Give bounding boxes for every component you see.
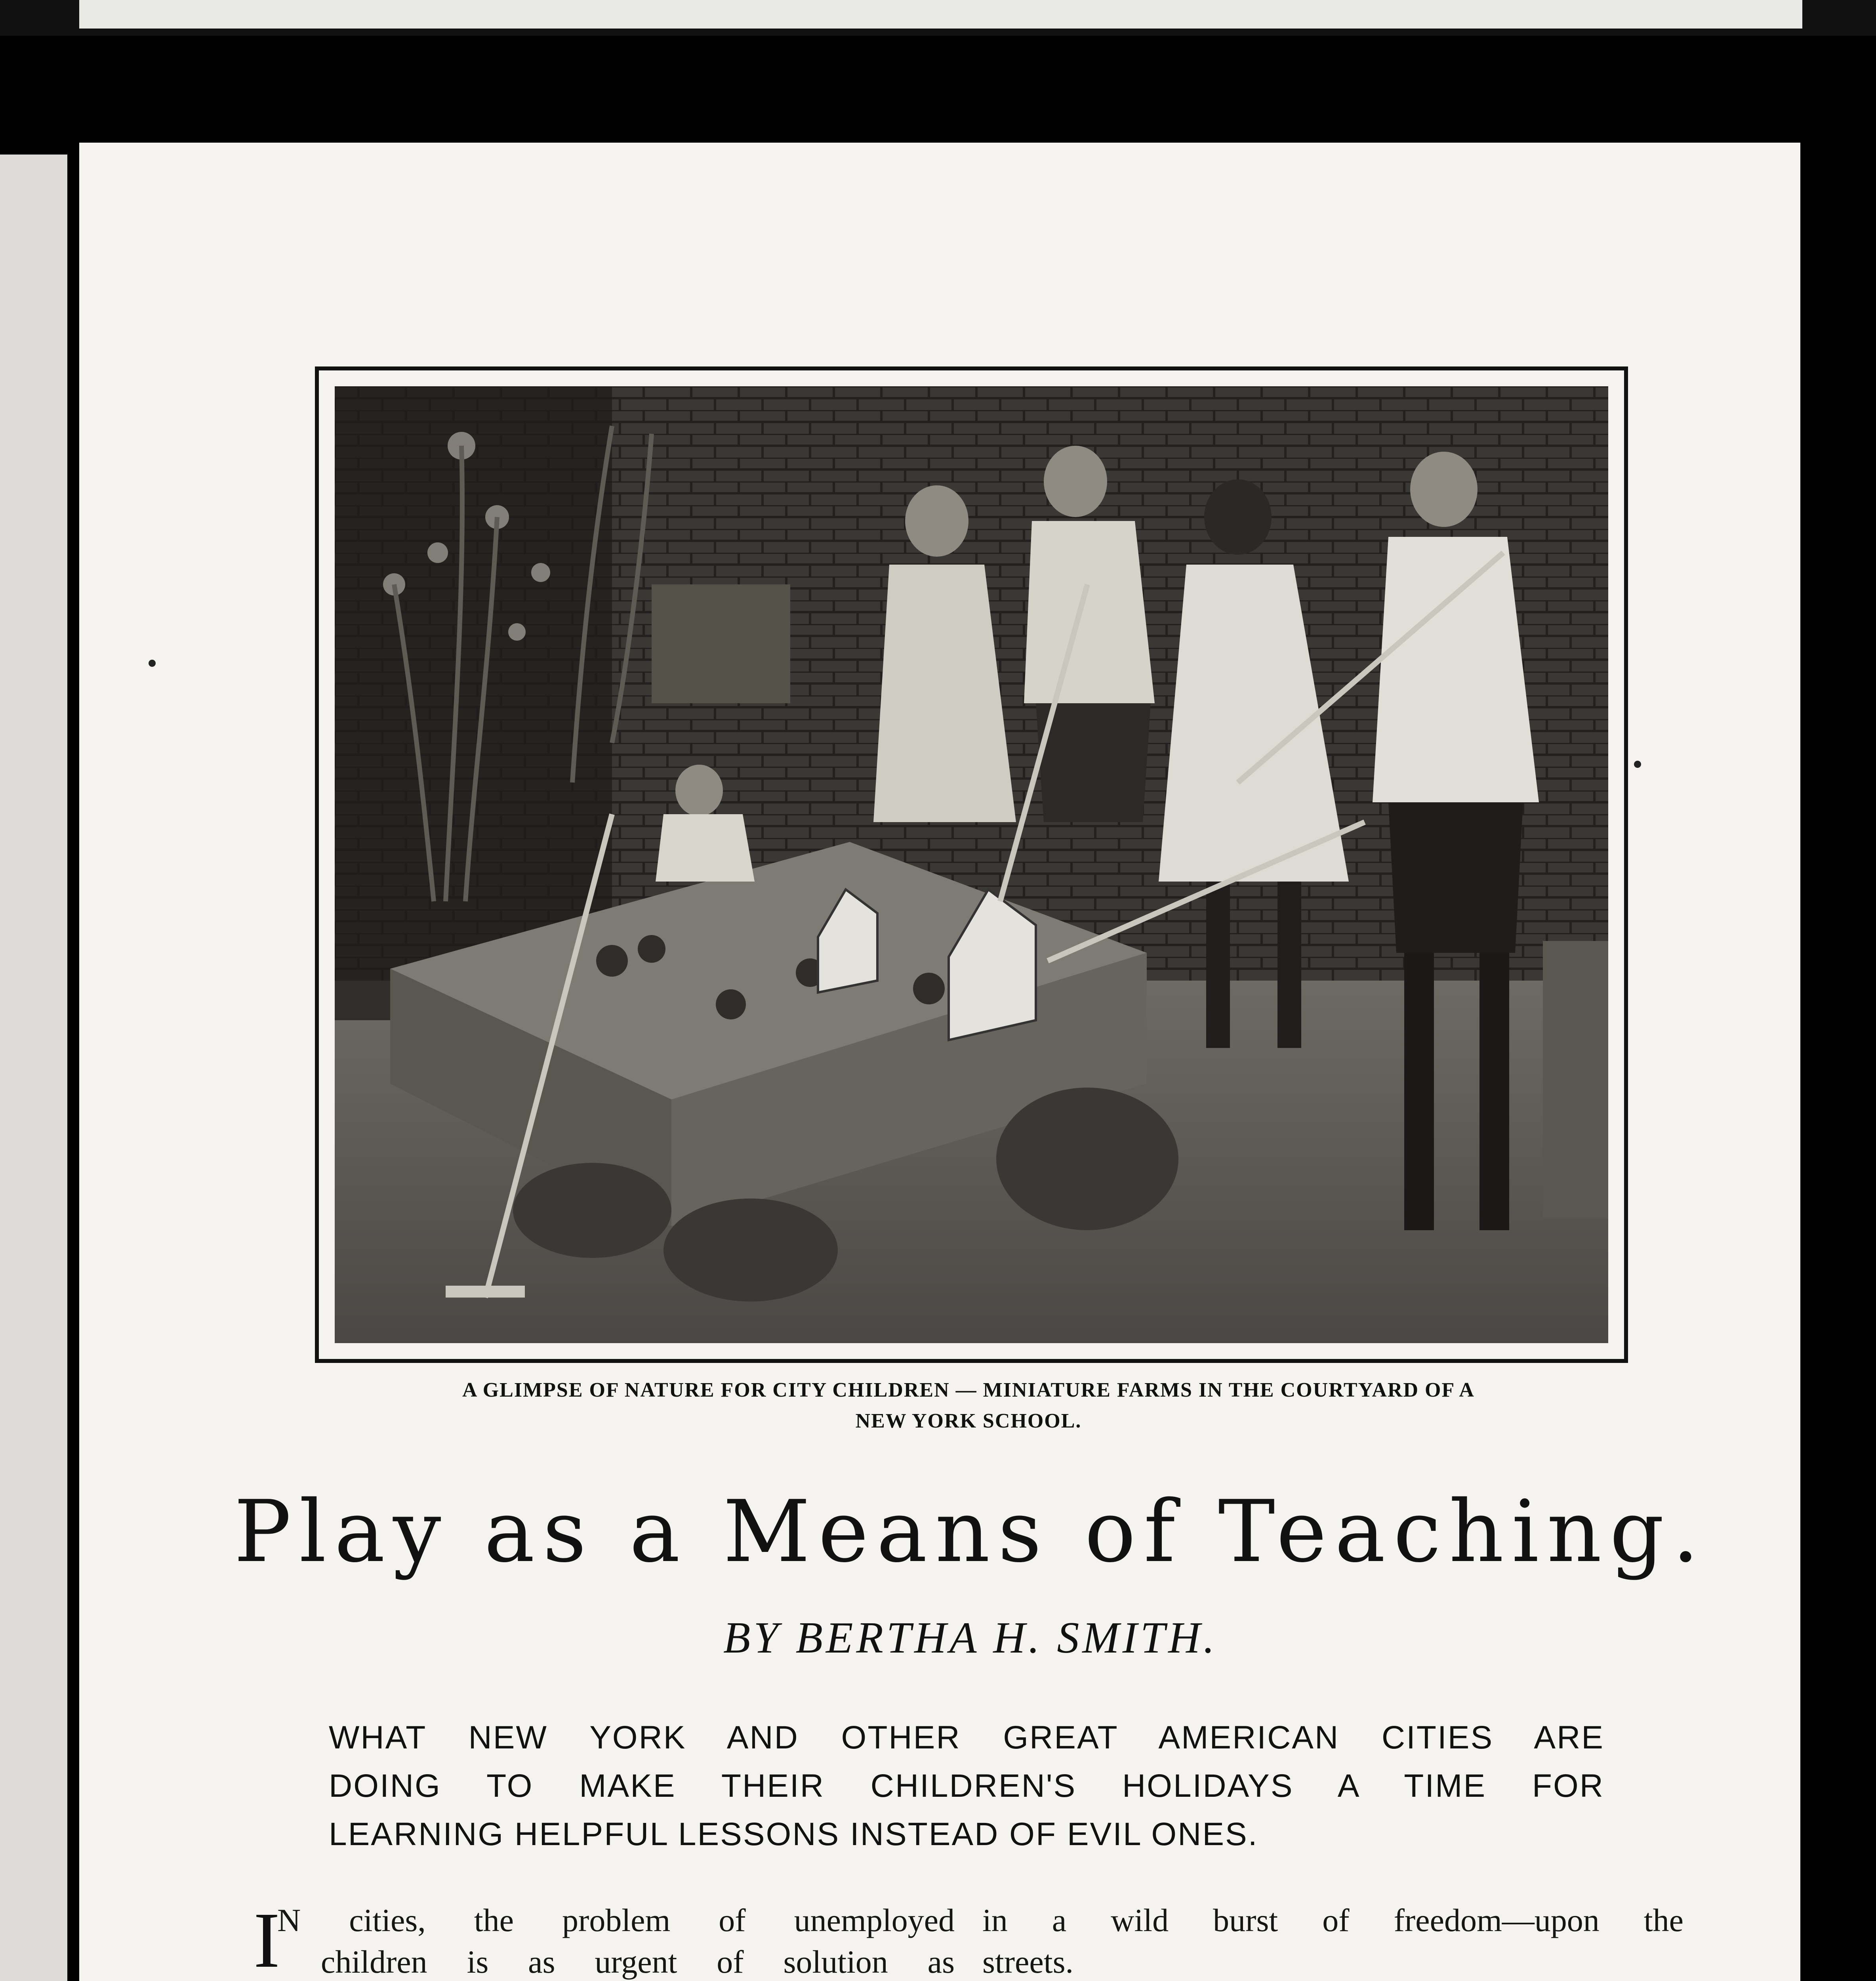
article-deck bbox=[329, 1714, 1604, 1859]
photo-frame bbox=[315, 366, 1628, 1363]
body-line: children is as urgent of solution as bbox=[321, 1943, 955, 1980]
body-line: streets. bbox=[982, 1943, 1073, 1980]
article-byline: BY BERTHA H. SMITH. bbox=[723, 1613, 1218, 1662]
photo-caption bbox=[309, 1375, 1628, 1437]
deck-line: LEARNING HELPFUL LESSONS INSTEAD OF EVIL ONES. bbox=[329, 1816, 1258, 1852]
caption-line: NEW YORK SCHOOL. bbox=[855, 1410, 1082, 1432]
scan-speck bbox=[1634, 761, 1641, 768]
previous-page-edge bbox=[79, 0, 1802, 29]
children-gardening-illustration bbox=[335, 386, 1608, 1343]
body-column-right bbox=[982, 1900, 1683, 1981]
article-title: Play as a Means of Teaching. bbox=[234, 1482, 1707, 1581]
scan-top-border bbox=[0, 0, 1876, 36]
body-column-left bbox=[254, 1897, 955, 1981]
drop-cap: I bbox=[254, 1897, 280, 1981]
body-line-text: N cities, the problem of unemployed bbox=[277, 1902, 955, 1938]
body-line: in a wild burst of freedom—upon the bbox=[982, 1902, 1683, 1938]
deck-line: DOING TO MAKE THEIR CHILDREN'S HOLIDAYS A TIME FOR bbox=[329, 1768, 1604, 1804]
deck-line: WHAT NEW YORK AND OTHER GREAT AMERICAN CITIES ARE bbox=[329, 1720, 1604, 1756]
scan-speck bbox=[149, 660, 156, 667]
courtyard-photo bbox=[335, 386, 1608, 1343]
caption-line: A GLIMPSE OF NATURE FOR CITY CHILDREN — MINIATURE FARMS IN THE COURTYARD OF A bbox=[462, 1379, 1475, 1401]
facing-page-edge bbox=[0, 155, 67, 1981]
